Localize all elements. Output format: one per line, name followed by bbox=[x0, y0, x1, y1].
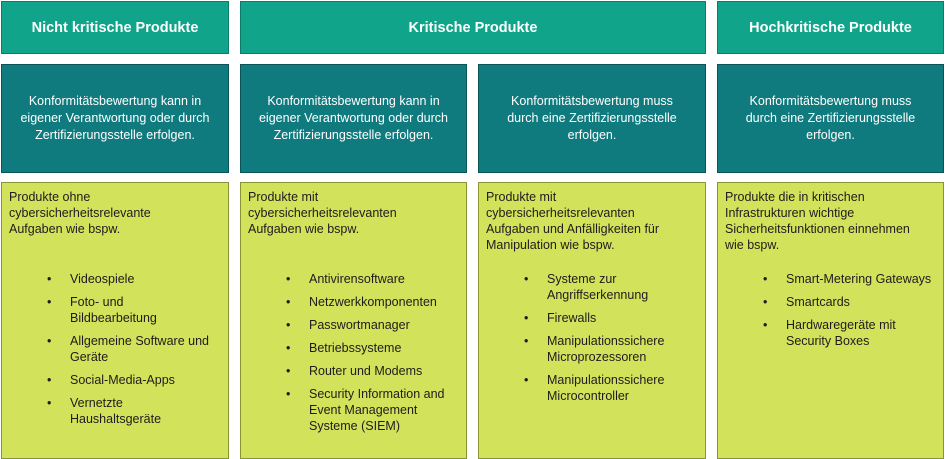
condition-text: Konformitätsbewertung kann in eigener Verantwortung oder durch Zertifizierungsstelle erfolgen. bbox=[258, 94, 448, 142]
list-item: • Security Information and Event Management Systeme (SIEM) bbox=[286, 387, 445, 433]
products-box-1 bbox=[1, 182, 229, 459]
products-intro: Produkte ohne cybersicherheitsrelevante Aufgaben wie bspw. bbox=[9, 190, 151, 236]
condition-text: Konformitätsbewertung muss durch eine Zertifizierungsstelle erfolgen. bbox=[507, 94, 677, 142]
list-item: • Systeme zur Angriffserkennung bbox=[524, 272, 649, 302]
products-box-2 bbox=[240, 182, 467, 459]
list-item: • Netzwerkkomponenten bbox=[286, 295, 437, 309]
condition-box-2 bbox=[240, 64, 467, 173]
bullet-icon: • bbox=[286, 341, 291, 355]
header-hochkritisch bbox=[717, 1, 944, 54]
bullet-icon: • bbox=[47, 295, 52, 309]
condition-box-4 bbox=[717, 64, 944, 173]
list-item: • Betriebssysteme bbox=[286, 341, 402, 355]
bullet-icon: • bbox=[524, 272, 529, 286]
list-item: • Smart-Metering Gateways bbox=[763, 272, 932, 286]
bullet-icon: • bbox=[47, 396, 52, 410]
products-intro: Produkte die in kritischen Infrastrukturen wichtige Sicherheitsfunktionen einnehmen wie bspw. bbox=[725, 190, 910, 252]
bullet-icon: • bbox=[524, 373, 529, 387]
bullet-icon: • bbox=[286, 295, 291, 309]
bullet-icon: • bbox=[286, 387, 291, 401]
products-list bbox=[248, 271, 459, 434]
products-intro: Produkte mit cybersicherheitsrelevanten Aufgaben wie bspw. bbox=[248, 190, 397, 236]
list-item: • Hardwaregeräte mit Security Boxes bbox=[763, 318, 896, 348]
header-nicht-kritisch bbox=[1, 1, 229, 54]
bullet-icon: • bbox=[47, 334, 52, 348]
list-item: • Social-Media-Apps bbox=[47, 373, 175, 387]
bullet-icon: • bbox=[47, 272, 52, 286]
list-item: • Firewalls bbox=[524, 311, 597, 325]
list-item: • Vernetzte Haushaltsgeräte bbox=[47, 396, 162, 426]
products-list bbox=[9, 271, 221, 427]
products-box-4 bbox=[717, 182, 944, 459]
bullet-icon: • bbox=[286, 318, 291, 332]
products-list bbox=[486, 271, 698, 404]
bullet-icon: • bbox=[286, 272, 291, 286]
condition-box-3 bbox=[478, 64, 706, 173]
bullet-icon: • bbox=[524, 334, 529, 348]
list-item: • Foto- und Bildbearbeitung bbox=[47, 295, 157, 325]
header-label: Hochkritische Produkte bbox=[749, 19, 912, 36]
bullet-icon: • bbox=[524, 311, 529, 325]
list-item: • Allgemeine Software und Geräte bbox=[47, 334, 209, 364]
condition-box-1 bbox=[1, 64, 229, 173]
condition-text: Konformitätsbewertung muss durch eine Zertifizierungsstelle erfolgen. bbox=[745, 94, 916, 142]
list-item: • Manipulationssichere Microcontroller bbox=[524, 373, 665, 403]
bullet-icon: • bbox=[47, 373, 52, 387]
condition-text: Konformitätsbewertung kann in eigener Verantwortung oder durch Zertifizierungsstelle erfolgen. bbox=[20, 94, 210, 142]
header-label: Nicht kritische Produkte bbox=[31, 19, 199, 36]
header-kritisch bbox=[240, 1, 706, 54]
list-item: • Manipulationssichere Microprozessoren bbox=[524, 334, 665, 364]
list-item: • Router und Modems bbox=[286, 364, 423, 378]
bullet-icon: • bbox=[763, 272, 768, 286]
list-item: • Smartcards bbox=[763, 295, 850, 309]
header-label: Kritische Produkte bbox=[408, 19, 538, 36]
bullet-icon: • bbox=[286, 364, 291, 378]
products-list bbox=[725, 271, 936, 349]
bullet-icon: • bbox=[763, 318, 768, 332]
bullet-icon: • bbox=[763, 295, 768, 309]
list-item: • Passwortmanager bbox=[286, 318, 410, 332]
list-item: • Videospiele bbox=[47, 272, 135, 286]
list-item: • Antivirensoftware bbox=[286, 272, 405, 286]
products-intro: Produkte mit cybersicherheitsrelevanten Aufgaben und Anfälligkeiten für Manipulation wie bspw. bbox=[486, 190, 660, 252]
products-box-3 bbox=[478, 182, 706, 459]
